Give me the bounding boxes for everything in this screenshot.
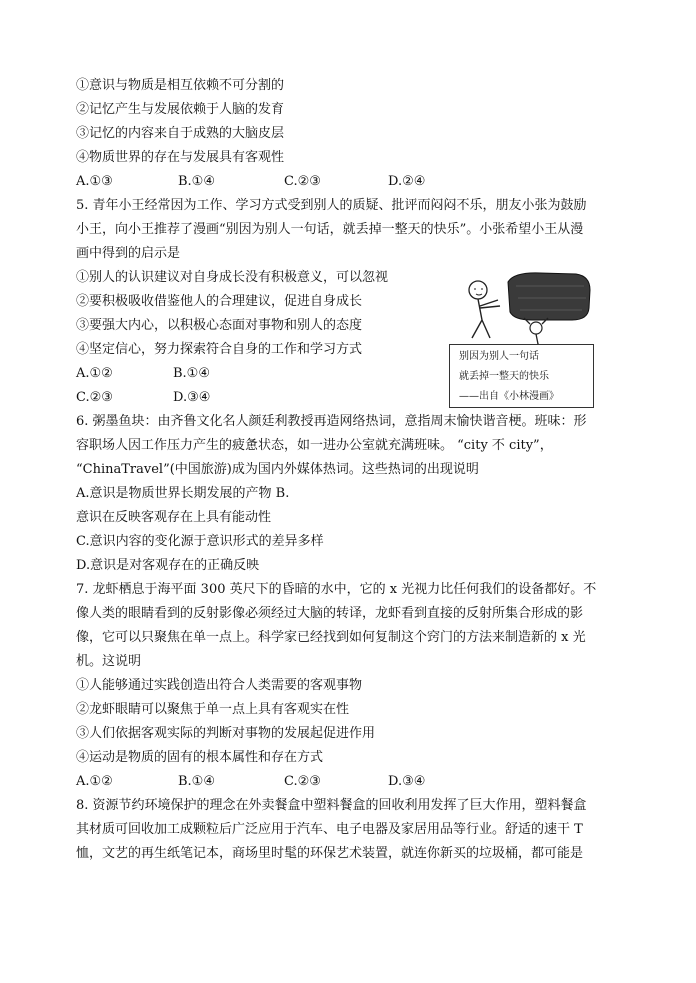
q5-option-c: C.②③ <box>76 390 113 405</box>
q7-option-c: C.②③ <box>284 774 321 789</box>
comic-caption-source: ——出自《小林漫画》 <box>459 391 559 402</box>
q4-item-2: ②记忆产生与发展依赖于人脑的发育 <box>76 102 285 117</box>
q7-stem-line-3: 像，它可以只聚焦在单一点上。科学家已经找到如何复制这个窍门的方法来制造新的 x 光 <box>76 630 586 645</box>
q6-option-b: 意识在反映客观存在上具有能动性 <box>76 510 272 525</box>
q5-stem-line-1: 5. 青年小王经常因为工作、学习方式受到别人的质疑、批评而闷闷不乐，朋友小张为鼓励 <box>76 198 587 213</box>
q5-option-b: B.①④ <box>173 366 210 381</box>
comic-caption-box <box>449 344 594 408</box>
q6-stem-line-3: “ChinaTravel”(中国旅游)成为国内外媒体热词。这些热词的出现说明 <box>76 462 479 477</box>
comic-drawing-icon <box>444 268 594 348</box>
q8-stem-line-1: 8. 资源节约环境保护的理念在外卖餐盒中塑料餐盒的回收利用发挥了巨大作用，塑料餐盒 <box>76 798 587 813</box>
q4-item-4: ④物质世界的存在与发展具有客观性 <box>76 150 285 165</box>
q7-option-b: B.①④ <box>178 774 215 789</box>
q5-item-1: ①别人的认识建议对自身成长没有积极意义，可以忽视 <box>76 270 389 285</box>
q8-stem-line-3: 恤，文艺的再生纸笔记本，商场里时髦的环保艺术装置，就连你新买的垃圾桶，都可能是 <box>76 846 584 861</box>
q7-stem-line-2: 像人类的眼睛看到的反射影像必须经过大脑的转译，龙虾看到直接的反射所集合形成的影 <box>76 606 584 621</box>
q4-option-c: C.②③ <box>284 174 321 189</box>
q7-option-a: A.①② <box>76 774 113 789</box>
q5-stem-line-3: 画中得到的启示是 <box>76 246 181 261</box>
q7-item-3: ③人们依据客观实际的判断对事物的发展起促进作用 <box>76 726 376 741</box>
q7-item-2: ②龙虾眼睛可以聚焦于单一点上具有客观实在性 <box>76 702 350 717</box>
q5-stem-line-2: 小王，向小王推荐了漫画“别因为别人一句话，就丢掉一整天的快乐”。小张希望小王从漫 <box>76 222 584 237</box>
q5-option-d: D.③④ <box>173 390 211 405</box>
q4-option-a: A.①③ <box>76 174 113 189</box>
q7-stem-line-1: 7. 龙虾栖息于海平面 300 英尺下的昏暗的水中，它的 x 光视力比任何我们的设备都好。不 <box>76 582 597 597</box>
q8-stem-line-2: 其材质可回收加工成颗粒后广泛应用于汽车、电子电器及家居用品等行业。舒适的速干 T <box>76 822 583 837</box>
q6-option-a: A.意识是物质世界长期发展的产物 B. <box>76 486 290 501</box>
q6-stem-line-1: 6. 粥墨鱼块：由齐鲁文化名人颜廷利教授再造网络热词，意指周末愉快谐音梗。班味：形 <box>76 414 587 429</box>
q5-item-3: ③要强大内心，以积极心态面对事物和别人的态度 <box>76 318 363 333</box>
q7-item-4: ④运动是物质的固有的根本属性和存在方式 <box>76 750 324 765</box>
q7-option-d: D.③④ <box>388 774 426 789</box>
q6-option-c: C.意识内容的变化源于意识形式的差异多样 <box>76 534 324 549</box>
q4-item-1: ①意识与物质是相互依赖不可分割的 <box>76 78 285 93</box>
q4-item-3: ③记忆的内容来自于成熟的大脑皮层 <box>76 126 285 141</box>
q5-item-2: ②要积极吸收借鉴他人的合理建议，促进自身成长 <box>76 294 363 309</box>
q7-item-1: ①人能够通过实践创造出符合人类需要的客观事物 <box>76 678 363 693</box>
q6-stem-line-2: 容职场人因工作压力产生的疲惫状态，如一进办公室就充满班味。 “city 不 city”， <box>76 438 553 453</box>
q4-option-b: B.①④ <box>178 174 215 189</box>
q7-stem-line-4: 机。这说明 <box>76 654 142 669</box>
comic-caption-line-2: 就丢掉一整天的快乐 <box>459 371 549 382</box>
comic-caption-line-1: 别因为别人一句话 <box>459 351 539 362</box>
q5-item-4: ④坚定信心，努力探索符合自身的工作和学习方式 <box>76 342 363 357</box>
q6-option-d: D.意识是对客观存在的正确反映 <box>76 558 260 573</box>
q4-option-d: D.②④ <box>388 174 426 189</box>
q5-option-a: A.①② <box>76 366 113 381</box>
